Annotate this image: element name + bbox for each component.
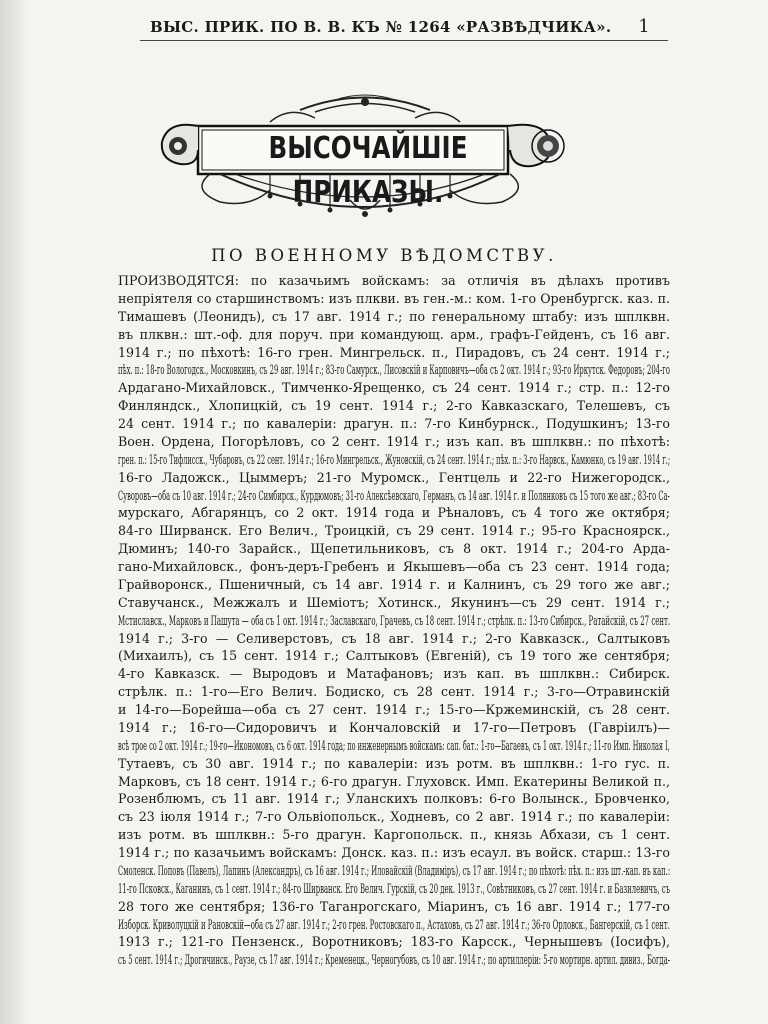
text-line: Марковъ, съ 18 сент. 1914 г.; 6-го драгун. Глуховск. Имп. Екатерины Великой п., [118, 773, 670, 789]
text-line: Воен. Ордена, Погорѣловъ, со 2 сент. 1914 г.; изъ кап. въ шплквн.: по пѣхотѣ: [118, 433, 670, 449]
section-heading: ПО ВОЕННОМУ ВѢДОМСТВУ. [211, 246, 557, 265]
text-line: непріятеля со старшинствомъ: изъ плкви. въ ген.-м.: ком. 1-го Оренбургск. каз. п. [118, 290, 670, 306]
running-head: ВЫС. ПРИК. ПО В. В. КЪ № 1264 «РАЗВѢДЧИКА». [150, 18, 612, 36]
text-line: и 14-го—Борейша—оба съ 27 сент. 1914 г.; 15-го—Кржеминскій, съ 28 сент. [118, 702, 670, 717]
text-line: 11-го Псковск., Каганинъ, съ 1 сент. 1914 г.; 84-го Ширванск. Его Велич. Гурскій, съ 20 дек. 1913 г., Совѣтниковъ, съ 27 сент. 1914 г. и Базилевичъ, съ [118, 880, 670, 896]
text-line: съ 23 іюля 1914 г.; 7-го Ольвіопольск., Ходневъ, со 2 авг. 1914 г.; по кавалеріи: [118, 809, 670, 825]
text-line: (Михаилъ), съ 15 сент. 1914 г.; Салтыковъ (Евгеній), съ 19 того же сентября; [118, 648, 670, 664]
text-line: ПРОИЗВОДЯТСЯ: по казачьимъ войскамъ: за отличія въ дѣлахъ противъ [118, 273, 670, 288]
text-line: 1914 г.; 16-го—Сидоровичъ и Кончаловскій и 17-го—Петровъ (Гавріилъ)— [118, 719, 670, 735]
text-line: 84-го Ширванск. Его Велич., Троицкій, съ 29 сент. 1914 г.; 95-го Красноярск., [118, 523, 670, 539]
text-line: Мстиславск., Марковъ и Пашута — оба съ 1 окт. 1914 г.; Заславскаго, Грачевъ, съ 18 сент. 1914 г.; стрѣлк. п.: 13-го Сибирск., Ратайскій, съ 27 сент. [118, 612, 671, 628]
header-rule [140, 40, 668, 41]
text-line: стрѣлк. п.: 1-го—Его Велич. Бодиско, съ 28 сент. 1914 г.; 3-го—Отравинскій [118, 684, 670, 700]
text-line: съ 5 сент. 1914 г.; Дрогичинск., Раузе, съ 17 авг. 1914 г.; Кременецк., Черногубовъ, съ 10 авг. 1914 г.; по артиллеріи: 5-го мортирн. артил. дивиз., Богда- [118, 952, 671, 968]
text-line: Грайворонск., Пшеничный, съ 14 авг. 1914 г. и Калнинъ, съ 29 того же авг.; [118, 576, 670, 592]
text-line: Розенблюмъ, съ 11 авг. 1914 г.; Уланскихъ полковъ: 6-го Волынск., Бровченко, [118, 791, 670, 807]
banner-title: ВЫСОЧАЙШІЕ ПРИКАЗЫ. [268, 131, 468, 210]
text-line: 4-го Кавказск. — Выродовъ и Матафановъ; изъ кап. въ шплквн.: Сибирск. [118, 666, 670, 682]
text-line: 1914 г.; по казачьимъ войскамъ: Донск. каз. п.: изъ есаул. въ войск. старш.: 13-го [118, 845, 670, 860]
text-line: всѣ трое со 2 окт. 1914 г.; 19-го—Икономовъ, съ 6 окт. 1914 года; по инженернымъ войскамъ: сап. бат.: 1-го—Багаевъ, съ 1 окт. 1914 г.; 11-го Имп. Николая I, [118, 737, 670, 753]
text-line: 1913 г.; 121-го Пензенск., Воротниковъ; 183-го Карсск., Чернышевъ (Іосифъ), [118, 934, 670, 950]
text-line: Изборск. Криволуцкій и Рановскій—оба съ 27 авг. 1914 г.; 2-го грен. Ростовскаго п., Астаховъ, съ 27 авг. 1914 г.; 36-го Орловск., Бангерскій, съ 1 сент. [118, 916, 670, 932]
page-edge-shadow [0, 0, 30, 1024]
text-line: грен. п.: 15-го Тифлисск., Чубаровъ, съ 22 сент. 1914 г.; 16-го Мингрельск., Жуновскій, съ 24 сент. 1914 г.; пѣх. п.: 3-го Нарвск., Камюнко, съ 19 авг. 1914 г.; [118, 451, 671, 467]
text-line: Смоленск. Поповъ (Павелъ), Лапинъ (Александръ), съ 16 авг. 1914 г.; Иловайскій (Владиміръ), съ 17 авг. 1914 г.; по пѣхотѣ: пѣх. п.: изъ шт.-кап. въ кап.: [118, 862, 671, 878]
page-number: 1 [638, 16, 650, 37]
text-line: Тутаевъ, съ 30 авг. 1914 г.; по кавалеріи: изъ ротм. въ шплквн.: 1-го гус. п. [118, 755, 670, 771]
text-line: 1914 г.; 3-го — Селиверстовъ, съ 18 авг. 1914 г.; 2-го Кавказск., Салтыковъ [118, 630, 670, 646]
text-line: Ставучанск., Межжалъ и Шеміотъ; Хотинск., Якунинъ—съ 29 сент. 1914 г.; [118, 594, 670, 610]
text-line: Ардагано-Михайловск., Тимченко-Ярещенко, съ 24 сент. 1914 г.; стр. п.: 12-го [118, 380, 670, 396]
text-line: Финляндск., Хлопицкій, съ 19 сент. 1914 г.; 2-го Кавказскаго, Телешевъ, съ [118, 398, 670, 414]
text-line: Тимашевъ (Леонидъ), съ 17 авг. 1914 г.; по генеральному штабу: изъ шплквн. [118, 308, 670, 324]
text-line: Суворовъ—оба съ 10 авг. 1914 г.; 24-го Симбирск., Курдюмовъ; 31-го Алексѣевскаго, Германъ, съ 14 авг. 1914 г. и Полянковъ съ 15 того же авг.; 83-го Са- [118, 487, 670, 503]
text-line: 16-го Ладожск., Цыммеръ; 21-го Муромск., Гентцель и 22-го Нижегородск., [118, 469, 670, 485]
body-text [118, 272, 670, 969]
text-line: пѣх. п.: 18-го Вологодск., Московкинъ, съ 29 авг. 1914 г.; 83-го Самурск., Лисовскій и Карповичъ—оба съ 2 окт. 1914 г.; 93-го Иркутск. Федоровъ; 204-го [118, 362, 670, 378]
text-line: 24 сент. 1914 г.; по кавалеріи: драгун. п.: 7-го Кинбурнск., Подушкинъ; 13-го [118, 416, 670, 431]
text-line: изъ ротм. въ шплквн.: 5-го драгун. Каргопольск. п., князь Абхази, съ 1 сент. [118, 827, 670, 843]
text-line: 28 того же сентября; 136-го Таганрогскаго, Міаринъ, съ 16 авг. 1914 г.; 177-го [118, 898, 670, 914]
text-line: въ плквн.: шт.-оф. для поруч. при командующ. арм., графъ-Гейденъ, съ 16 авг. [118, 326, 670, 342]
text-line: 1914 г.; по пѣхотѣ: 16-го грен. Мингрельск. п., Пирадовъ, съ 24 сент. 1914 г.; [118, 344, 670, 360]
text-line: Дюминъ; 140-го Зарайск., Щепетильниковъ, съ 8 окт. 1914 г.; 204-го Арда- [118, 541, 670, 557]
text-line: гано-Михайловск., фонъ-деръ-Гребенъ и Якышевъ—оба съ 23 сент. 1914 года; [118, 559, 670, 574]
page-header [150, 14, 670, 40]
text-line: мурскаго, Абгарянцъ, со 2 окт. 1914 года и Рѣналовъ, съ 4 того же октября; [118, 505, 670, 521]
